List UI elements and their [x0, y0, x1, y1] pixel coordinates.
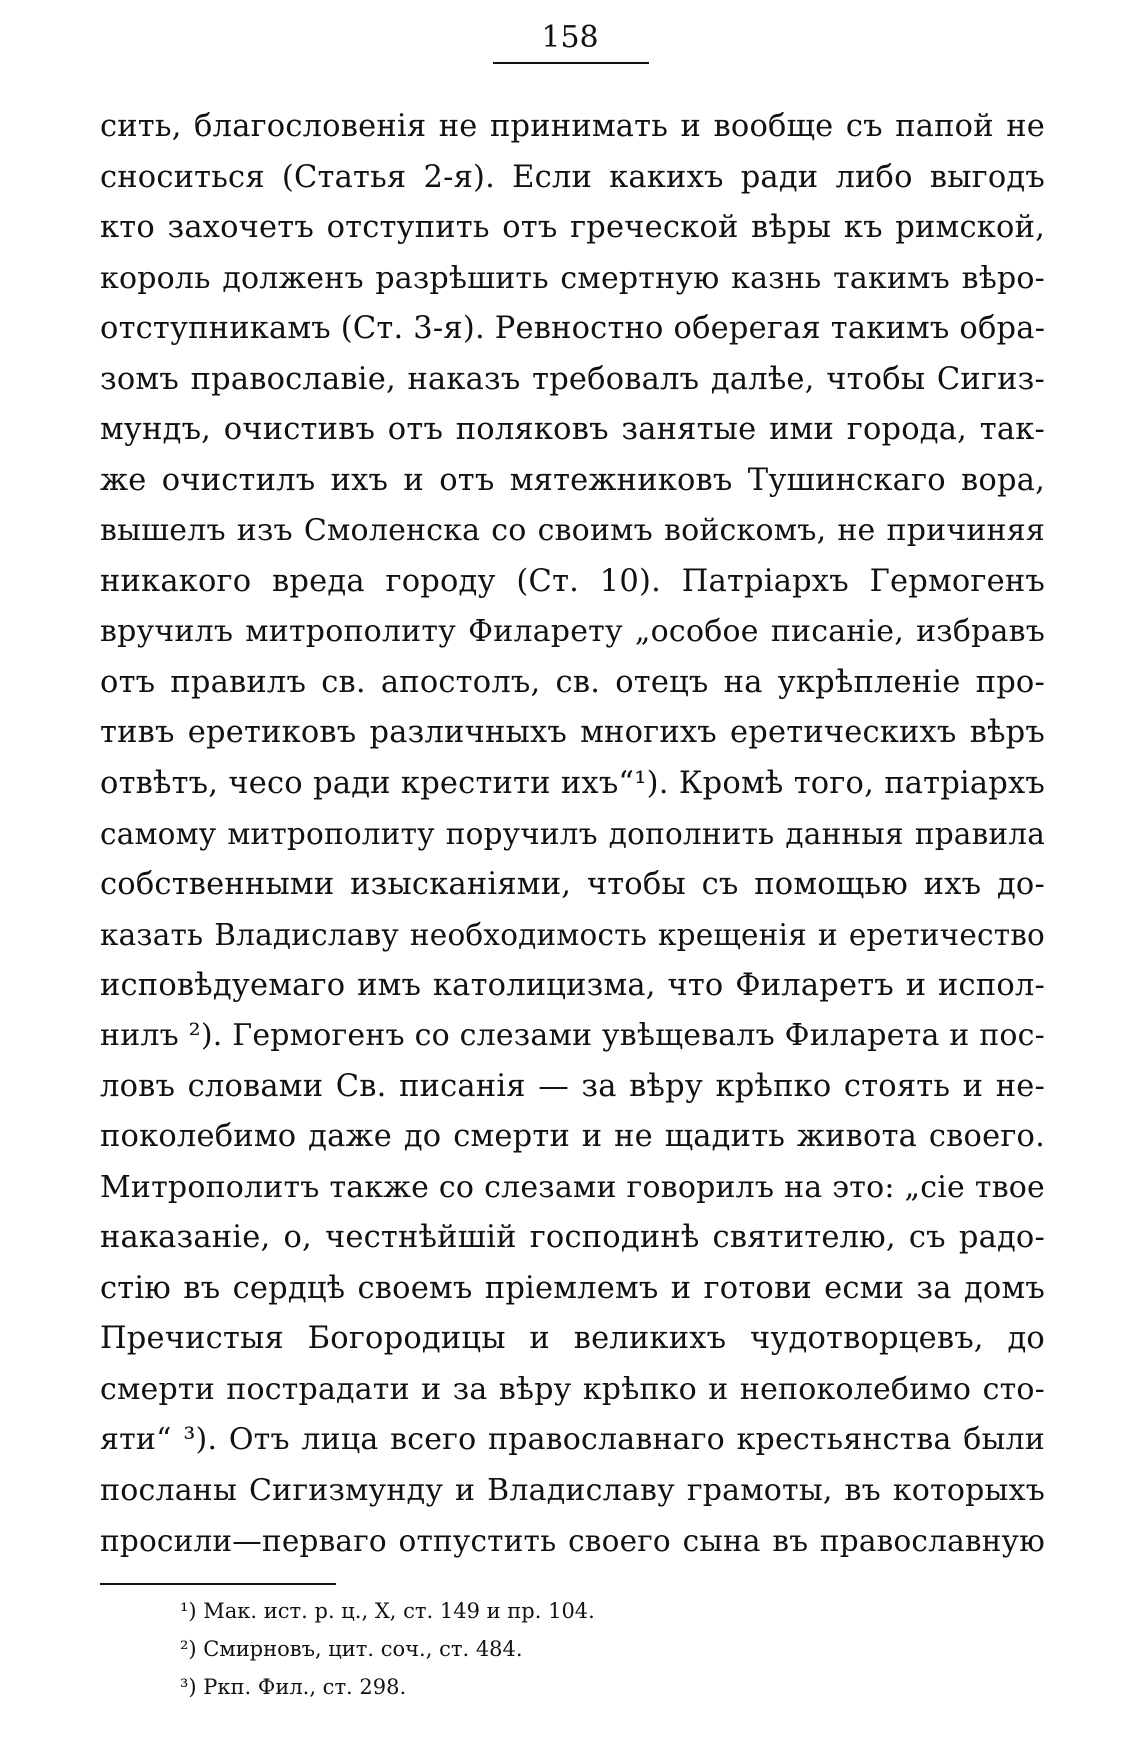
- text-line: король долженъ разрѣшить смертную казнь такимъ вѣро-: [100, 260, 1045, 296]
- text-line: зомъ православіе, наказъ требовалъ далѣе, чтобы Сигиз-: [100, 361, 1045, 397]
- text-line: вышелъ изъ Смоленска со своимъ войскомъ, не причиняя: [100, 513, 1045, 548]
- text-line: отъ правилъ св. апостолъ, св. отецъ на укрѣпленіе про-: [100, 664, 1045, 700]
- text-line: вручилъ митрополиту Филарету „особое писаніе, избравъ: [100, 614, 1045, 649]
- text-line: никакого вреда городу (Ст. 10). Патріархъ Гермогенъ: [100, 563, 1045, 599]
- text-line: нилъ ²). Гермогенъ со слезами увѣщевалъ Филарета и пос-: [100, 1018, 1045, 1053]
- text-line: казать Владиславу необходимость крещенія и еретичество: [100, 918, 1045, 952]
- text-line: Пречистыя Богородицы и великихъ чудотворцевъ, до: [100, 1321, 1045, 1356]
- text-line: посланы Сигизмунду и Владиславу грамоты, въ которыхъ: [100, 1472, 1045, 1508]
- footnote: ²) Смирновъ, цит. соч., ст. 484.: [180, 1637, 523, 1661]
- footnote: ³) Ркп. Фил., ст. 298.: [180, 1675, 407, 1699]
- footnote: ¹) Мак. ист. р. ц., X, ст. 149 и пр. 104.: [180, 1599, 595, 1623]
- footnote-rule: [100, 1583, 336, 1585]
- body-text: [100, 102, 1045, 1567]
- text-line: самому митрополиту поручилъ дополнить данныя правила: [100, 817, 1045, 851]
- text-line: ловъ словами Св. писанія — за вѣру крѣпко стоять и не-: [100, 1068, 1045, 1104]
- text-line: Митрополитъ также со слезами говорилъ на это: „сіе твое: [100, 1169, 1045, 1205]
- text-line: яти“ ³). Отъ лица всего православнаго крестьянства были: [100, 1422, 1045, 1457]
- text-line: отступникамъ (Ст. 3-я). Ревностно оберегая такимъ обра-: [100, 311, 1046, 346]
- text-line: просили—перваго отпустить своего сына въ православную: [100, 1524, 1045, 1558]
- text-line: кто захочетъ отступить отъ греческой вѣры къ римской,: [100, 210, 1045, 245]
- text-line: же очистилъ ихъ и отъ мятежниковъ Тушинскаго вора,: [100, 462, 1045, 498]
- page-number: 158: [541, 20, 599, 55]
- footnotes: [180, 1592, 880, 1706]
- text-line: отвѣтъ, чесо ради крестити ихъ“¹). Кромѣ того, патріархъ: [100, 765, 1045, 801]
- text-line: мундъ, очистивъ отъ поляковъ занятые ими города, так-: [100, 412, 1045, 447]
- text-line: сноситься (Статья 2-я). Если какихъ ради либо выгодъ: [100, 159, 1045, 195]
- text-line: исповѣдуемаго имъ католицизма, что Филаретъ и испол-: [100, 967, 1045, 1003]
- text-line: сить, благословенія не принимать и вообще съ папой не: [100, 109, 1045, 144]
- text-line: тивъ еретиковъ различныхъ многихъ еретическихъ вѣръ: [100, 715, 1045, 750]
- page-number-rule: [493, 62, 649, 64]
- text-line: смерти пострадати и за вѣру крѣпко и непоколебимо сто-: [100, 1371, 1045, 1407]
- text-line: стію въ сердцѣ своемъ пріемлемъ и готови есми за домъ: [100, 1270, 1045, 1306]
- text-line: наказаніе, о, честнѣйшій господинѣ святителю, съ радо-: [100, 1220, 1045, 1255]
- text-line: поколебимо даже до смерти и не щадить живота своего.: [100, 1119, 1045, 1154]
- text-line: собственными изысканіями, чтобы съ помощью ихъ до-: [100, 866, 1045, 902]
